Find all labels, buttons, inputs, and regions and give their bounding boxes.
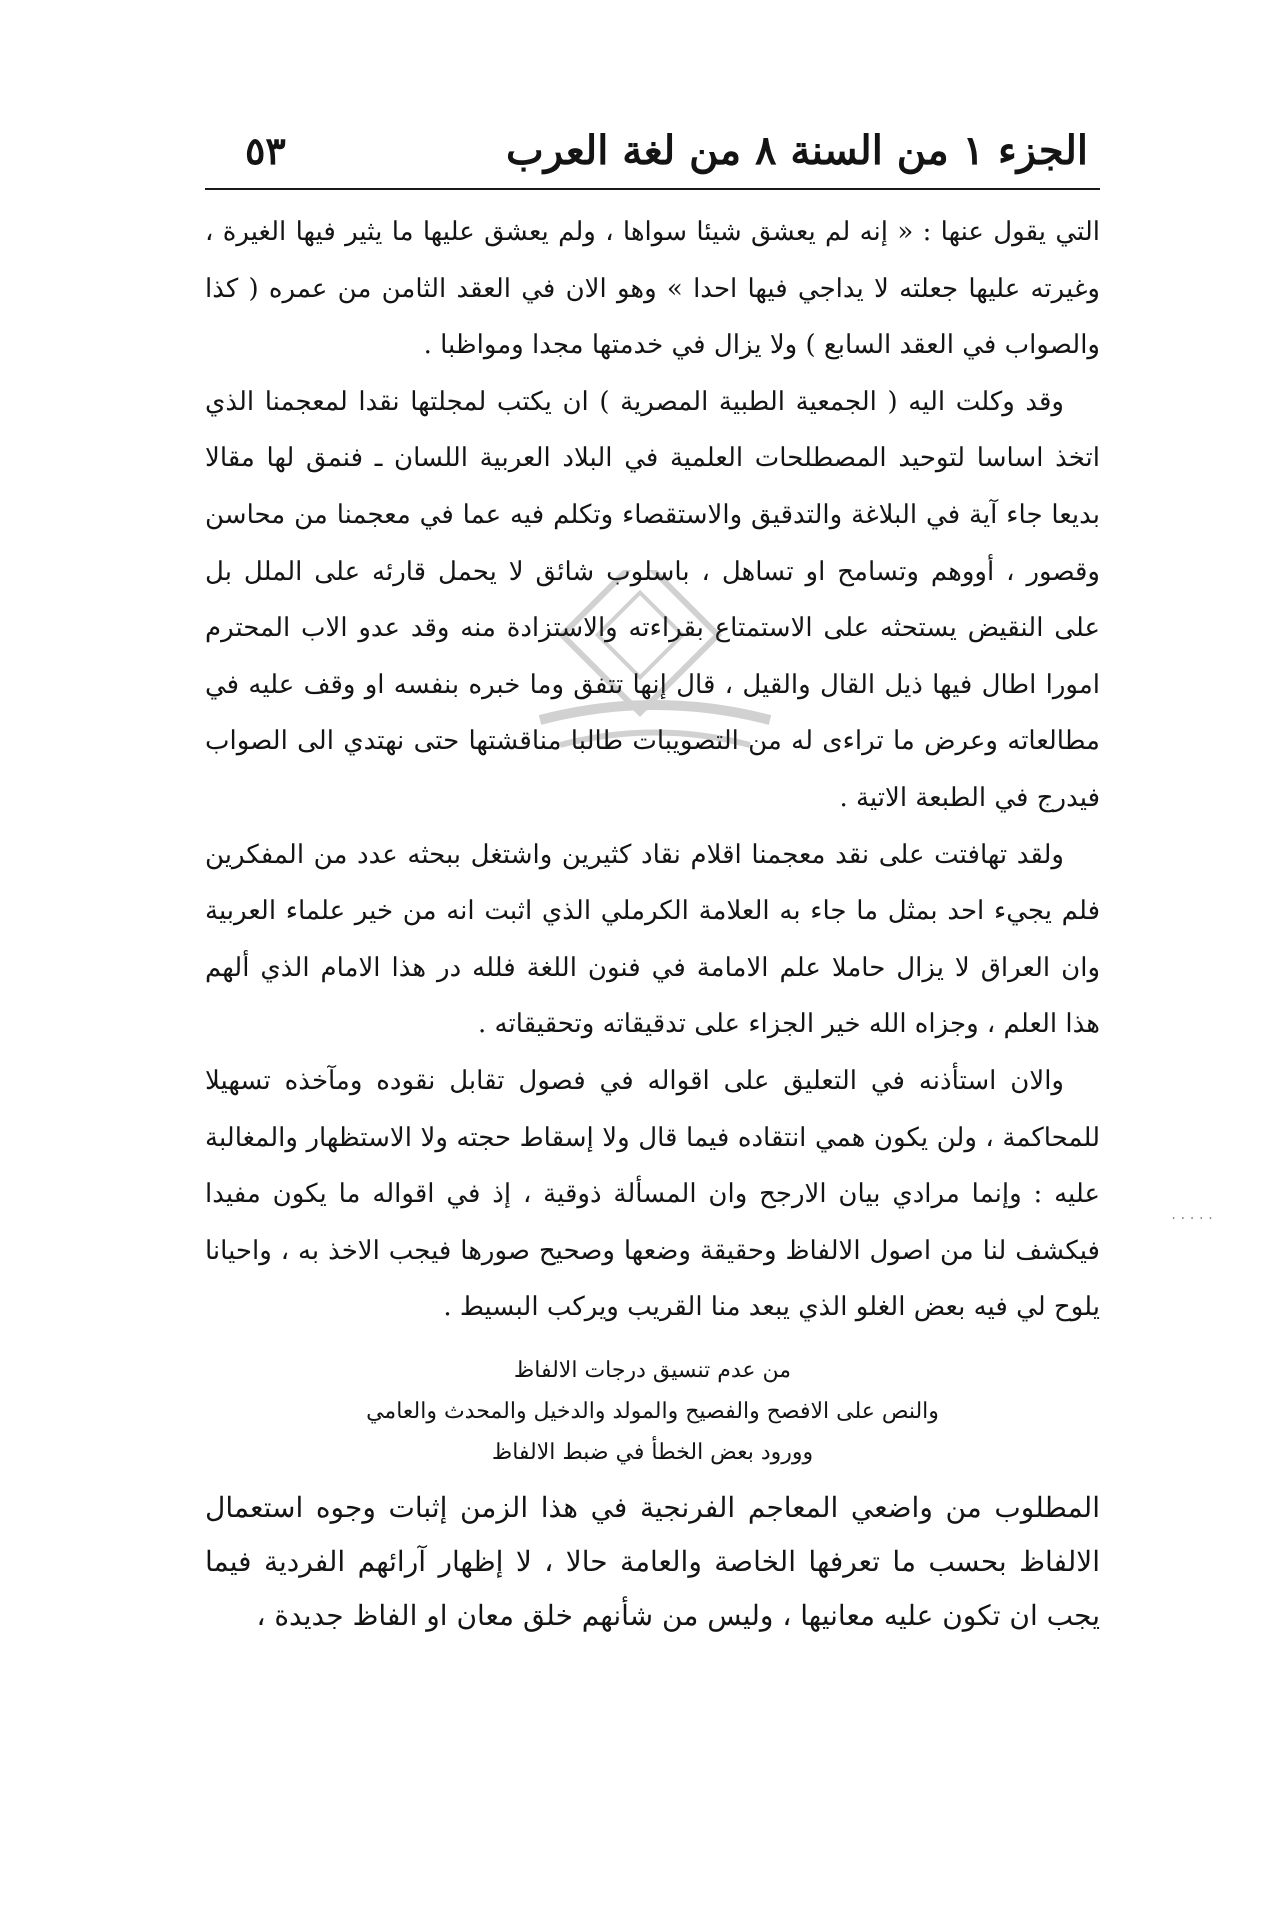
paragraph-1: التي يقول عنها : « إنه لم يعشق شيئا سواها ، ولم يعشق عليها ما يثير فيها الغيرة ، وغيرته عليها جعلته لا يداجي فيها احدا » وهو الان في العقد الثامن من عمره ( كذا والصواب في العقد السابع ) ولا يزال في خدمتها مجدا ومواظبا . bbox=[205, 217, 1100, 361]
running-title: الجزء ١ من السنة ٨ من لغة العرب bbox=[506, 126, 1088, 174]
paragraph-4: والان استأذنه في التعليق على اقواله في فصول تقابل نقوده ومآخذه تسهيلا للمحاكمة ، ولن يكون همي انتقاده فيما قال ولا إسقاط حجته ولا الاستظهار والمغالبة عليه : وإنما مرادي بيان الارجح وان المسألة ذوقية ، إذ في اقواله ما يكون مفيدا فيكشف لنا من اصول الالفاظ وحقيقة وضعها وصحيح صورها فيجب الاخذ به ، واحيانا يلوح لي فيه بعض الغلو الذي يبعد منا القريب ويركب البسيط . bbox=[205, 1065, 1100, 1323]
section-heading-line-2: والنص على الافصح والفصيح والمولد والدخيل والمحدث والعامي bbox=[366, 1398, 939, 1424]
scan-mark: ..... bbox=[1170, 1208, 1217, 1222]
section-heading-line-3: وورود بعض الخطأ في ضبط الالفاظ bbox=[491, 1439, 814, 1465]
section-heading bbox=[205, 1350, 1100, 1473]
page-number: ٥٣ bbox=[245, 127, 286, 173]
page-header bbox=[205, 112, 1100, 190]
section-heading-line-1: من عدم تنسيق درجات الالفاظ bbox=[513, 1357, 792, 1383]
paragraph-3: ولقد تهافتت على نقد معجمنا اقلام نقاد كثيرين واشتغل ببحثه عدد من المفكرين فلم يجيء احد بمثل ما جاء به العلامة الكرملي الذي اثبت انه من خير علماء العربية وان العراق لا يزال حاملا علم الامامة في فنون اللغة فلله در هذا الامام الذي ألهم هذا العلم ، وجزاه الله خير الجزاء على تدقيقاته وتحقيقاته . bbox=[205, 839, 1100, 1040]
body-text bbox=[205, 204, 1100, 1643]
closing-paragraph: المطلوب من واضعي المعاجم الفرنجية في هذا الزمن إثبات وجوه استعمال الالفاظ بحسب ما تعرفها الخاصة والعامة حالا ، لا إظهار آرائهم الفردية فيما يجب ان تكون عليه معانيها ، وليس من شأنهم خلق معان او الفاظ جديدة ، bbox=[205, 1490, 1100, 1632]
document-page bbox=[205, 112, 1100, 1832]
paragraph-2: وقد وكلت اليه ( الجمعية الطبية المصرية ) ان يكتب لمجلتها نقدا لمعجمنا الذي اتخذ اساسا لتوحيد المصطلحات العلمية في البلاد العربية اللسان ـ فنمق لها مقالا بديعا جاء آية في البلاغة والتدقيق والاستقصاء وتكلم فيه عما في معجمنا من محاسن وقصور ، أووهم وتسامح او تساهل ، باسلوب شائق لا يحمل قارئه على الملل بل على النقيض يستحثه على الاستمتاع بقراءته والاستزادة منه وقد عدو الاب المحترم امورا اطال فيها ذيل القال والقيل ، قال إنها تتفق وما خبره بنفسه او وقف عليه في مطالعاته وعرض ما تراءى له من التصويبات طالبا مناقشتها حتى نهتدي الى الصواب فيدرج في الطبعة الاتية . bbox=[205, 386, 1100, 813]
